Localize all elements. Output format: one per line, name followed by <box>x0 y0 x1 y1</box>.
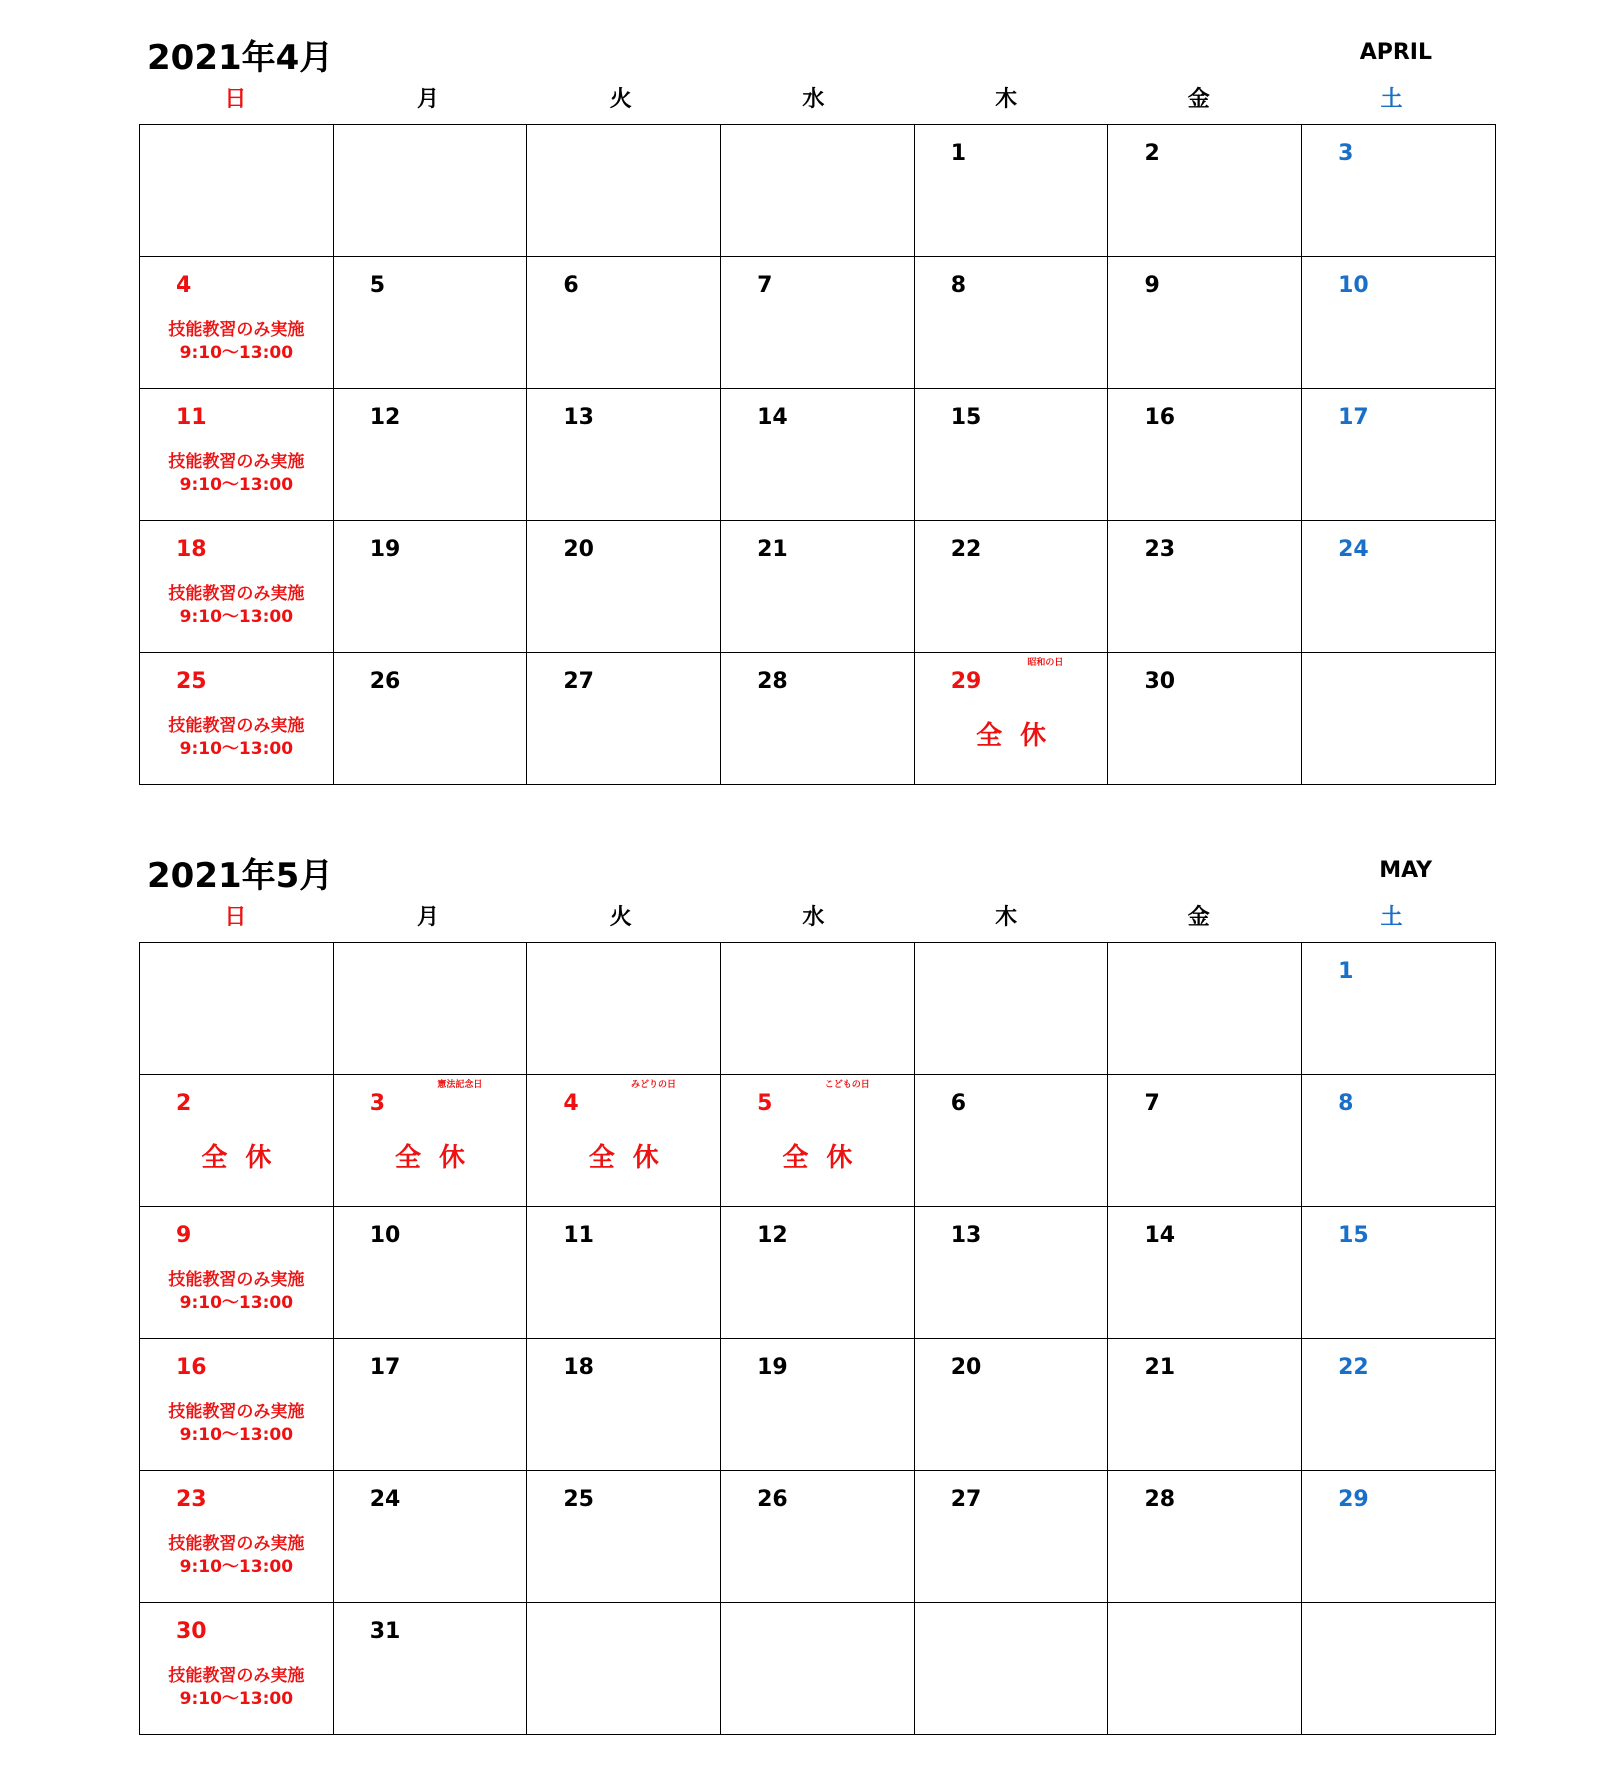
month-title: 2021年4月 <box>147 38 334 78</box>
calendar-grid <box>139 942 1496 1735</box>
calendar-day-cell <box>721 1471 915 1603</box>
day-number: 17 <box>369 1355 401 1380</box>
calendar-day-cell <box>1302 389 1496 521</box>
weekday-header: 火 <box>609 87 632 112</box>
session-note <box>140 1269 333 1315</box>
day-number: 20 <box>563 537 594 562</box>
calendar-day-cell <box>914 1075 1108 1207</box>
day-number: 19 <box>757 1355 788 1380</box>
calendar-day-cell <box>1302 1207 1496 1339</box>
calendar-day-cell <box>333 125 527 257</box>
day-number: 21 <box>1144 1355 1176 1380</box>
calendar-week-row <box>140 943 1496 1075</box>
session-time: 9:10～13:00 <box>179 607 294 627</box>
month-english-label: APRIL <box>1359 40 1432 65</box>
calendar-day-cell <box>527 653 721 785</box>
calendar-grid <box>139 124 1496 785</box>
calendar-day-cell <box>140 125 334 257</box>
weekday-header: 水 <box>802 87 825 112</box>
calendar-day-cell <box>1108 521 1302 653</box>
calendar-day-cell <box>721 257 915 389</box>
day-number: 10 <box>369 1223 401 1248</box>
session-note <box>140 319 333 365</box>
session-note <box>140 1665 333 1711</box>
day-number: 15 <box>950 405 982 430</box>
calendar-day-cell <box>914 125 1108 257</box>
day-number: 28 <box>757 669 788 694</box>
calendar-week-row <box>140 521 1496 653</box>
day-number: 24 <box>369 1487 401 1512</box>
session-note <box>140 1533 333 1579</box>
calendar-day-cell <box>333 257 527 389</box>
calendar-day-cell <box>140 943 334 1075</box>
calendar-day-cell <box>1302 125 1496 257</box>
calendar-day-cell <box>721 1603 915 1735</box>
calendar-day-cell <box>721 125 915 257</box>
day-number: 27 <box>563 669 594 694</box>
calendar-day-cell <box>140 653 334 785</box>
weekday-header: 木 <box>995 87 1018 112</box>
weekday-header: 土 <box>1380 87 1403 112</box>
calendar-week-row <box>140 653 1496 785</box>
calendar-day-cell <box>1302 1471 1496 1603</box>
weekday-header: 金 <box>1187 905 1210 930</box>
day-number: 11 <box>563 1223 594 1248</box>
day-number: 13 <box>563 405 594 430</box>
session-note-text: 技能教習のみ実施 <box>168 1534 305 1554</box>
calendar-day-cell <box>914 257 1108 389</box>
calendar-day-cell <box>721 389 915 521</box>
calendar-day-cell <box>1302 943 1496 1075</box>
weekday-header: 土 <box>1380 905 1403 930</box>
calendar-week-row <box>140 1603 1496 1735</box>
calendar-day-cell <box>1108 1075 1302 1207</box>
calendar-day-cell <box>527 1075 721 1207</box>
day-number: 15 <box>1338 1223 1369 1248</box>
session-time: 9:10～13:00 <box>179 1425 294 1445</box>
session-time: 9:10～13:00 <box>179 343 294 363</box>
session-note-text: 技能教習のみ実施 <box>168 452 305 472</box>
calendar-day-cell <box>527 257 721 389</box>
weekday-header: 月 <box>417 87 440 112</box>
calendar-day-cell <box>333 389 527 521</box>
day-number: 2 <box>176 1091 192 1116</box>
day-number: 3 <box>369 1091 385 1116</box>
closed-label: 全休 <box>782 1143 871 1173</box>
month-title: 2021年5月 <box>147 856 334 896</box>
day-number: 12 <box>757 1223 788 1248</box>
day-number: 7 <box>757 273 773 298</box>
holiday-name: 昭和の日 <box>1027 658 1064 668</box>
calendar-day-cell <box>140 521 334 653</box>
session-note-text: 技能教習のみ実施 <box>168 1402 305 1422</box>
closed-label: 全休 <box>395 1143 484 1173</box>
day-number: 8 <box>950 273 967 298</box>
day-number: 1 <box>1338 959 1354 984</box>
calendar-day-cell <box>333 653 527 785</box>
calendar-day-cell <box>1108 257 1302 389</box>
calendar-day-cell <box>1302 1339 1496 1471</box>
day-number: 22 <box>950 537 982 562</box>
calendar-day-cell <box>914 521 1108 653</box>
calendar-day-cell <box>527 389 721 521</box>
calendar-day-cell <box>1108 1471 1302 1603</box>
day-number: 23 <box>176 1487 207 1512</box>
day-number: 16 <box>176 1355 207 1380</box>
weekday-header-row <box>139 900 1488 936</box>
calendar-day-cell <box>914 943 1108 1075</box>
calendar-day-cell <box>1108 943 1302 1075</box>
day-number: 25 <box>563 1487 594 1512</box>
calendar-day-cell <box>527 943 721 1075</box>
calendar-day-cell <box>914 1471 1108 1603</box>
day-number: 13 <box>950 1223 982 1248</box>
day-number: 23 <box>1144 537 1176 562</box>
calendar-day-cell <box>721 1207 915 1339</box>
day-number: 8 <box>1338 1091 1354 1116</box>
day-number: 18 <box>563 1355 594 1380</box>
session-note <box>140 715 333 761</box>
calendar-week-row <box>140 125 1496 257</box>
calendar-day-cell <box>333 943 527 1075</box>
calendar-day-cell <box>1302 1603 1496 1735</box>
session-note-text: 技能教習のみ実施 <box>168 320 305 340</box>
calendar-week-row <box>140 389 1496 521</box>
calendar-day-cell <box>333 1471 527 1603</box>
weekday-header: 日 <box>224 87 247 112</box>
calendar-day-cell <box>1108 389 1302 521</box>
calendar-day-cell <box>914 389 1108 521</box>
day-number: 29 <box>1338 1487 1369 1512</box>
day-number: 29 <box>950 669 982 694</box>
day-number: 14 <box>1144 1223 1176 1248</box>
calendar-day-cell <box>527 1339 721 1471</box>
day-number: 31 <box>369 1619 401 1644</box>
day-number: 20 <box>950 1355 982 1380</box>
day-number: 19 <box>369 537 401 562</box>
calendar-week-row <box>140 1471 1496 1603</box>
day-number: 11 <box>176 405 207 430</box>
calendar-day-cell <box>333 521 527 653</box>
day-number: 17 <box>1338 405 1369 430</box>
calendar-day-cell <box>527 1603 721 1735</box>
session-time: 9:10～13:00 <box>179 1689 294 1709</box>
calendar-day-cell <box>527 521 721 653</box>
session-note-text: 技能教習のみ実施 <box>168 1270 305 1290</box>
session-note <box>140 583 333 629</box>
day-number: 7 <box>1144 1091 1160 1116</box>
calendar-day-cell <box>527 125 721 257</box>
day-number: 10 <box>1338 273 1369 298</box>
calendar-day-cell <box>1108 1207 1302 1339</box>
calendar-day-cell <box>1302 257 1496 389</box>
calendar-day-cell <box>1108 1603 1302 1735</box>
calendar-week-row <box>140 257 1496 389</box>
holiday-name: みどりの日 <box>631 1080 677 1090</box>
weekday-header: 火 <box>609 905 632 930</box>
day-number: 6 <box>563 273 579 298</box>
calendar-day-cell <box>333 1075 527 1207</box>
calendar-day-cell <box>1108 125 1302 257</box>
weekday-header: 日 <box>224 905 247 930</box>
day-number: 30 <box>176 1619 207 1644</box>
calendar-day-cell <box>333 1339 527 1471</box>
calendar-day-cell <box>914 653 1108 785</box>
calendar-day-cell <box>914 1339 1108 1471</box>
calendar-day-cell <box>914 1207 1108 1339</box>
session-time: 9:10～13:00 <box>179 739 294 759</box>
session-note <box>140 451 333 497</box>
holiday-name: 憲法記念日 <box>437 1080 483 1090</box>
day-number: 3 <box>1338 141 1354 166</box>
calendar-day-cell <box>527 1471 721 1603</box>
session-note <box>140 1401 333 1447</box>
day-number: 16 <box>1144 405 1176 430</box>
calendar-day-cell <box>140 257 334 389</box>
day-number: 9 <box>176 1223 192 1248</box>
session-time: 9:10～13:00 <box>179 475 294 495</box>
calendar-day-cell <box>721 943 915 1075</box>
weekday-header-row <box>139 82 1488 118</box>
session-note-text: 技能教習のみ実施 <box>168 716 305 736</box>
calendar-day-cell <box>1302 521 1496 653</box>
calendar-day-cell <box>914 1603 1108 1735</box>
holiday-name: こどもの日 <box>824 1080 870 1090</box>
calendar-day-cell <box>1108 653 1302 785</box>
day-number: 2 <box>1144 141 1160 166</box>
day-number: 30 <box>1144 669 1176 694</box>
day-number: 26 <box>369 669 401 694</box>
day-number: 22 <box>1338 1355 1369 1380</box>
calendar-day-cell <box>140 389 334 521</box>
calendar-day-cell <box>140 1603 334 1735</box>
calendar-day-cell <box>1108 1339 1302 1471</box>
day-number: 18 <box>176 537 207 562</box>
weekday-header: 月 <box>417 905 440 930</box>
day-number: 27 <box>950 1487 982 1512</box>
day-number: 6 <box>950 1091 967 1116</box>
session-note-text: 技能教習のみ実施 <box>168 584 305 604</box>
closed-label: 全休 <box>588 1143 677 1173</box>
calendar-day-cell <box>140 1207 334 1339</box>
calendar-day-cell <box>333 1603 527 1735</box>
calendar-day-cell <box>721 653 915 785</box>
day-number: 4 <box>563 1091 579 1116</box>
calendar-week-row <box>140 1339 1496 1471</box>
session-time: 9:10～13:00 <box>179 1557 294 1577</box>
calendar-day-cell <box>721 1339 915 1471</box>
closed-label: 全休 <box>976 721 1065 751</box>
calendar-day-cell <box>721 1075 915 1207</box>
day-number: 1 <box>950 141 967 166</box>
day-number: 9 <box>1144 273 1160 298</box>
calendar-week-row <box>140 1075 1496 1207</box>
calendar-day-cell <box>140 1339 334 1471</box>
day-number: 14 <box>757 405 788 430</box>
day-number: 24 <box>1338 537 1369 562</box>
closed-label: 全休 <box>201 1143 290 1173</box>
day-number: 4 <box>176 273 192 298</box>
month-english-label: MAY <box>1379 858 1432 883</box>
weekday-header: 水 <box>802 905 825 930</box>
weekday-header: 木 <box>995 905 1018 930</box>
day-number: 26 <box>757 1487 788 1512</box>
day-number: 5 <box>369 273 385 298</box>
day-number: 21 <box>757 537 788 562</box>
calendar-day-cell <box>140 1471 334 1603</box>
calendar-week-row <box>140 1207 1496 1339</box>
day-number: 28 <box>1144 1487 1176 1512</box>
calendar-day-cell <box>1302 1075 1496 1207</box>
calendar-day-cell <box>721 521 915 653</box>
calendar-day-cell <box>1302 653 1496 785</box>
day-number: 25 <box>176 669 207 694</box>
day-number: 12 <box>369 405 401 430</box>
calendar-day-cell <box>140 1075 334 1207</box>
calendar-day-cell <box>333 1207 527 1339</box>
session-time: 9:10～13:00 <box>179 1293 294 1313</box>
weekday-header: 金 <box>1187 87 1210 112</box>
day-number: 5 <box>757 1091 773 1116</box>
calendar-day-cell <box>527 1207 721 1339</box>
session-note-text: 技能教習のみ実施 <box>168 1666 305 1686</box>
